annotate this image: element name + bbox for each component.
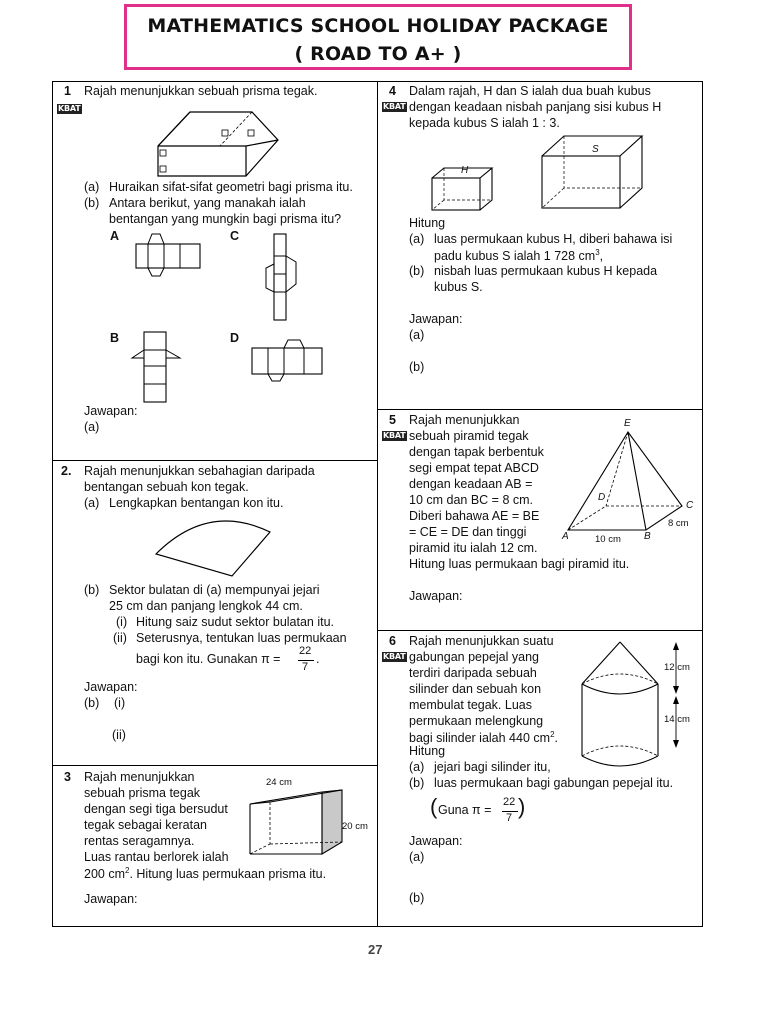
q2-answer-ii: (ii)	[112, 728, 126, 742]
q1-part-b-text-1: Antara berikut, yang manakah ialah	[109, 196, 306, 210]
q4-answer-b: (b)	[409, 360, 425, 374]
q6-line-6: permukaan melengkung	[409, 714, 544, 728]
pi-fraction-denominator: 7	[302, 661, 309, 673]
q4-volume-text: padu kubus S ialah 1 728 cm	[434, 249, 596, 264]
row-divider-q4-q5	[377, 409, 703, 410]
q6-curved-area-rest: .	[554, 731, 558, 746]
q4-volume-sup: 3	[595, 248, 600, 257]
q6-curved-area: bagi silinder ialah 440 cm	[409, 731, 551, 746]
q6-part-a-tag: (a)	[409, 760, 425, 774]
q2-part-i-tag: (i)	[116, 615, 128, 629]
q4-hitung: Hitung	[409, 216, 446, 230]
net-option-c	[264, 232, 300, 322]
q2-part-a-text: Lengkapkan bentangan kon itu.	[109, 496, 284, 510]
q2-answer-i: (i)	[114, 696, 126, 710]
option-c-label: C	[230, 229, 240, 243]
q4-answer-label: Jawapan:	[409, 312, 463, 326]
kbat-badge: KBAT	[383, 431, 406, 440]
vertex-c: C	[686, 500, 694, 511]
q4-line-2: dengan keadaan nisbah panjang sisi kubus H	[409, 100, 662, 114]
q5-line-4: segi empat tepat ABCD	[409, 461, 539, 475]
q6-line-1: Rajah menunjukkan suatu	[409, 634, 554, 648]
kbat-badge: KBAT	[383, 652, 406, 661]
row-divider-q1-q2	[52, 460, 378, 461]
option-b-label: B	[110, 331, 120, 345]
q3-line-6: Luas rantau berlorek ialah	[84, 850, 229, 864]
q6-line-3: terdiri daripada sebuah	[409, 666, 537, 680]
q3-line-5: rentas seragamnya.	[84, 834, 195, 848]
question-number: 3	[64, 770, 71, 784]
question-number: 2.	[61, 464, 72, 478]
cube-h-label: H	[461, 165, 469, 176]
q1-part-b-text-2: bentangan yang mungkin bagi prisma itu?	[109, 212, 342, 226]
q1-answer-label: Jawapan:	[84, 404, 138, 418]
q2-part-ii-tag: (ii)	[113, 631, 127, 645]
q2-part-i-text: Hitung saiz sudut sektor bulatan itu.	[136, 615, 335, 629]
q4-volume-rest: ,	[599, 249, 604, 264]
vertex-d: D	[598, 492, 606, 503]
option-a-label: A	[110, 229, 120, 243]
kbat-badge: KBAT	[383, 102, 406, 111]
q3-area-value: 200 cm	[84, 867, 125, 882]
q6-answer-label: Jawapan:	[409, 834, 463, 848]
q5-line-2: sebuah piramid tegak	[409, 429, 529, 443]
q6-pi-denominator: 7	[506, 812, 513, 824]
q5-line-9: piramid itu ialah 12 cm.	[409, 541, 538, 555]
q6-part-b-text: luas permukaan bagi gabungan pepejal itu.	[434, 776, 674, 790]
q6-line-5: membulat tegak. Luas	[409, 698, 532, 712]
q6-line-7	[409, 730, 558, 745]
q6-line-2: gabungan pepejal yang	[409, 650, 539, 664]
q4-part-a-text-2	[434, 248, 603, 263]
q2-answer-b: (b)	[84, 696, 100, 710]
cone-net-sector	[150, 512, 276, 580]
vertex-b: B	[644, 531, 651, 542]
dim-24cm: 24 cm	[266, 777, 292, 788]
triangular-prism-diagram	[246, 786, 346, 858]
q2-part-b-text-2: 25 cm dan panjang lengkok 44 cm.	[109, 599, 303, 613]
q6-guna: Guna π =	[438, 803, 492, 817]
q3-area-rest: . Hitung luas permukaan prisma itu.	[129, 867, 327, 882]
title-line-2: ( ROAD TO A+ )	[294, 43, 462, 65]
q3-line-4: tegak sebagai keratan	[84, 818, 208, 832]
q2-stem-1: Rajah menunjukkan sebahagian daripada	[84, 464, 315, 478]
q1-part-a-text: Huraikan sifat-sifat geometri bagi prisma itu.	[109, 180, 353, 194]
question-number: 6	[389, 634, 396, 648]
pi-fraction-numerator: 22	[299, 645, 312, 657]
q4-part-a-tag: (a)	[409, 232, 425, 246]
q6-part-b-tag: (b)	[409, 776, 425, 790]
q1-part-b-tag: (b)	[84, 196, 100, 210]
vertex-a: A	[562, 531, 569, 542]
title-box	[124, 4, 632, 70]
row-divider-q5-q6	[377, 630, 703, 631]
q4-part-b-text-1: nisbah luas permukaan kubus H kepada	[434, 264, 658, 278]
q3-line-3: dengan segi tiga bersudut	[84, 802, 228, 816]
net-option-b	[130, 330, 190, 404]
title-line-1: MATHEMATICS SCHOOL HOLIDAY PACKAGE	[147, 15, 609, 37]
kbat-badge: KBAT	[58, 104, 81, 113]
q6-curved-area-sup: 2	[550, 730, 555, 739]
q3-line-1: Rajah menunjukkan	[84, 770, 195, 784]
q5-line-3: dengan tapak berbentuk	[409, 445, 544, 459]
option-d-label: D	[230, 331, 240, 345]
q3-line-2: sebuah prisma tegak	[84, 786, 201, 800]
dim-12cm: 12 cm	[664, 662, 690, 673]
q2-part-a-tag: (a)	[84, 496, 100, 510]
q1-answer-a: (a)	[84, 420, 100, 434]
q6-hitung: Hitung	[409, 744, 446, 758]
q2-part-ii-text-1: Seterusnya, tentukan luas permukaan	[136, 631, 347, 645]
q2-stem-2: bentangan sebuah kon tegak.	[84, 480, 249, 494]
dim-14cm: 14 cm	[664, 714, 690, 725]
question-number: 5	[389, 413, 396, 427]
vertex-e: E	[624, 418, 631, 429]
row-divider-q2-q3	[52, 765, 378, 766]
q6-line-4: silinder dan sebuah kon	[409, 682, 542, 696]
q5-line-5: dengan keadaan AB =	[409, 477, 533, 491]
q6-pi-numerator: 22	[503, 796, 516, 808]
q1-stem: Rajah menunjukkan sebuah prisma tegak.	[84, 84, 318, 98]
q2-part-ii-text-2: bagi kon itu. Gunakan π =	[136, 652, 281, 666]
q4-answer-a: (a)	[409, 328, 425, 342]
dim-8cm: 8 cm	[668, 518, 689, 529]
column-divider	[377, 81, 378, 927]
question-number: 1	[64, 84, 71, 98]
q5-line-7: Diberi bahawa AE = BE	[409, 509, 540, 523]
q4-line-1: Dalam rajah, H dan S ialah dua buah kubus	[409, 84, 651, 98]
cube-s-label: S	[592, 144, 599, 155]
q1-part-a-tag: (a)	[84, 180, 100, 194]
q5-line-6: 10 cm dan BC = 8 cm.	[409, 493, 534, 507]
q4-part-a-text-1: luas permukaan kubus H, diberi bahawa isi	[434, 232, 673, 246]
q3-area-sup: 2	[125, 866, 130, 875]
prism-diagram	[150, 108, 300, 180]
q5-answer-label: Jawapan:	[409, 589, 463, 603]
page-number: 27	[368, 942, 383, 957]
q3-line-7	[84, 866, 326, 881]
q2-answer-label: Jawapan:	[84, 680, 138, 694]
q5-line-1: Rajah menunjukkan	[409, 413, 520, 427]
q2-part-b-tag: (b)	[84, 583, 100, 597]
q4-line-3: kepada kubus S ialah 1 : 3.	[409, 116, 560, 130]
q3-answer-label: Jawapan:	[84, 892, 138, 906]
q6-part-a-text: jejari bagi silinder itu,	[434, 760, 551, 774]
cylinder-cone-diagram	[580, 640, 700, 780]
q5-line-8: = CE = DE dan tinggi	[409, 525, 527, 539]
net-option-d	[250, 338, 326, 382]
q5-line-10: Hitung luas permukaan bagi piramid itu.	[409, 557, 630, 571]
q2-part-b-text-1: Sektor bulatan di (a) mempunyai jejari	[109, 583, 320, 597]
q6-answer-a: (a)	[409, 850, 425, 864]
question-number: 4	[389, 84, 396, 98]
net-option-a	[134, 232, 204, 278]
dim-20cm: 20 cm	[342, 821, 368, 832]
q4-part-b-tag: (b)	[409, 264, 425, 278]
q4-part-b-text-2: kubus S.	[434, 280, 483, 294]
dim-10cm: 10 cm	[595, 534, 621, 545]
q6-answer-b: (b)	[409, 891, 425, 905]
